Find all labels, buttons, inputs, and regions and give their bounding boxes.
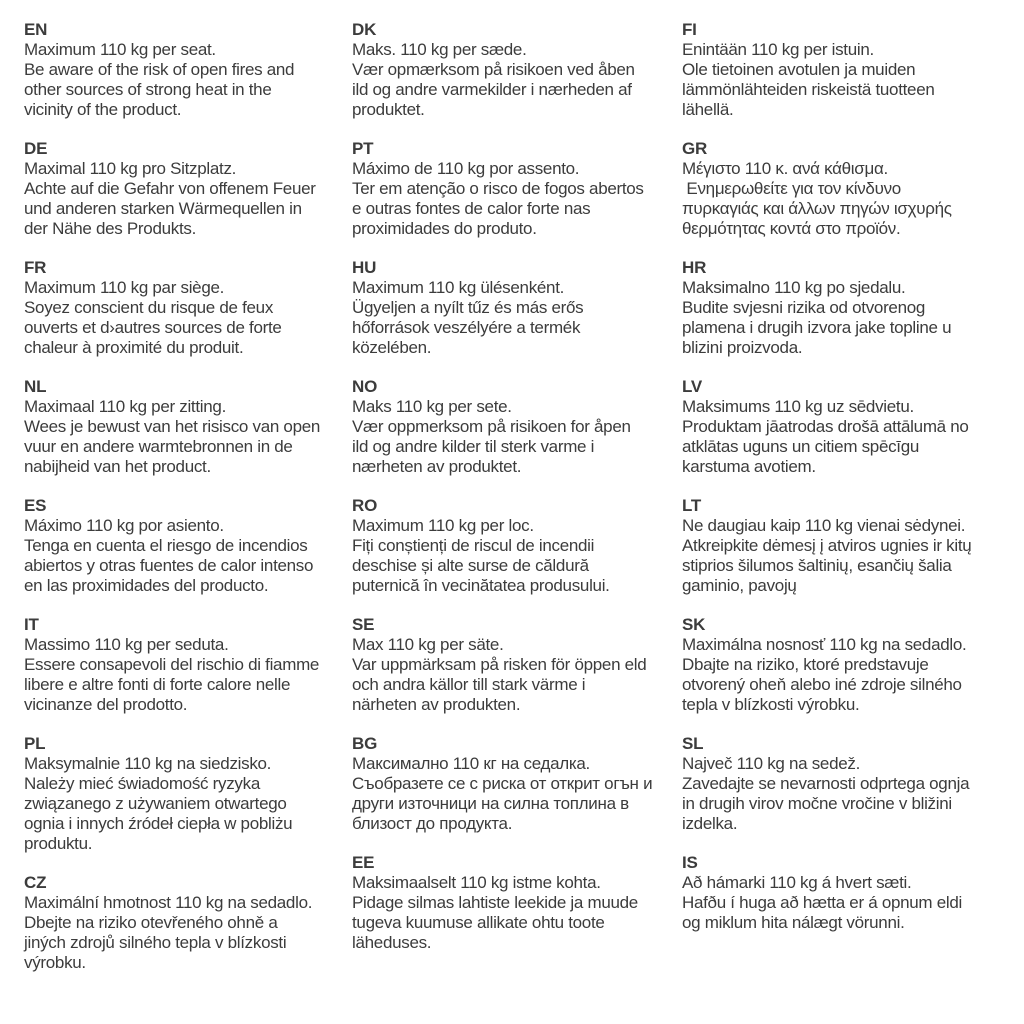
language-code-fi: FI [682,20,697,39]
lang-block-hu [352,258,682,358]
lang-block-se [352,615,682,715]
instruction-line: Fiți conștienți de riscul de incendii [352,536,595,555]
instruction-line: Budite svjesni rizika od otvorenog [682,298,926,317]
instruction-line: Največ 110 kg na sedež. [682,754,861,773]
instruction-line: jiných zdrojů silného tepla v blízkosti [24,933,287,952]
instruction-line: Zavedajte se nevarnosti odprtega ognja [682,774,970,793]
instruction-line: Wees je bewust van het risisco van open [24,417,321,436]
instruction-line: Ügyeljen a nyílt tűz és más erős [352,298,584,317]
column-3 [682,20,1024,992]
instruction-line: związanego z używaniem otwartego [24,794,287,813]
language-code-no: NO [352,377,378,396]
instruction-line: atklātas uguns un citiem spēcīgu [682,437,920,456]
language-code-sl: SL [682,734,704,753]
instruction-line: ild og andre varmekilder i nærheden af [352,80,632,99]
instruction-line: Maximal 110 kg pro Sitzplatz. [24,159,237,178]
lang-block-pt [352,139,682,239]
language-code-fr: FR [24,258,47,277]
instruction-line: Atkreipkite dėmesį į atviros ugnies ir kitų [682,536,972,555]
instruction-line: Максимално 110 кг на седалка. [352,754,590,773]
instruction-line: Dbajte na riziko, ktoré predstavuje [682,655,929,674]
instruction-line: in drugih virov močne vročine v bližini [682,794,952,813]
language-code-sk: SK [682,615,706,634]
instruction-line: hőforrások veszélyére a termék [352,318,581,337]
instruction-line: vicinity of the product. [24,100,182,119]
language-code-bg: BG [352,734,378,753]
language-code-pl: PL [24,734,46,753]
instruction-line: karstuma avotiem. [682,457,816,476]
instruction-line: Achte auf die Gefahr von offenem Feuer [24,179,316,198]
instruction-line: deschise și alte surse de căldură [352,556,589,575]
language-code-it: IT [24,615,39,634]
instruction-line: närheten av produkten. [352,695,521,714]
instruction-line: близост до продукта. [352,814,513,833]
lang-block-ee [352,853,682,953]
instruction-line: ouverts et d›autres sources de forte [24,318,282,337]
instruction-line: Essere consapevoli del rischio di fiamme [24,655,320,674]
language-code-hr: HR [682,258,707,277]
language-code-hu: HU [352,258,377,277]
instruction-line: chaleur à proximité du produit. [24,338,244,357]
instruction-line: tugeva kuumuse allikate ohtu toote [352,913,605,932]
instruction-line: och andra källor till stark värme i [352,675,586,694]
language-code-pt: PT [352,139,374,158]
instruction-line: Be aware of the risk of open fires and [24,60,295,79]
instruction-line: Maksimaalselt 110 kg istme kohta. [352,873,601,892]
language-code-cz: CZ [24,873,47,892]
lang-block-nl [24,377,352,477]
instruction-line: Maximum 110 kg per loc. [352,516,534,535]
lang-block-fi [682,20,1024,120]
instruction-line: θερμότητας κοντά στο προϊόν. [682,219,901,238]
instruction-line: libere e altre fonti di forte calore nelle [24,675,291,694]
language-code-de: DE [24,139,48,158]
instruction-line: vuur en andere warmtebronnen in de [24,437,293,456]
instruction-line: Съобразете се с риска от открит огън и [352,774,653,793]
language-code-se: SE [352,615,375,634]
column-1 [24,20,352,992]
instruction-line: Maximum 110 kg par siège. [24,278,225,297]
instruction-line: Máximo 110 kg por asiento. [24,516,224,535]
instruction-line: ild og andre kilder til sterk varme i [352,437,595,456]
lang-block-fr [24,258,352,358]
instruction-line: vicinanze del prodotto. [24,695,188,714]
lang-block-en [24,20,352,120]
instruction-line: nærheten av produktet. [352,457,522,476]
instruction-line: Massimo 110 kg per seduta. [24,635,229,654]
instruction-line: Maximum 110 kg per seat. [24,40,216,59]
instruction-line: Vær oppmerksom på risikoen for åpen [352,417,631,436]
instruction-line: lähellä. [682,100,734,119]
instruction-line: Máximo de 110 kg por assento. [352,159,580,178]
instruction-line: ognia i innych źródeł ciepła w pobliżu [24,814,293,833]
instruction-line: Maksimalno 110 kg po sjedalu. [682,278,906,297]
instruction-line: produktet. [352,100,425,119]
instruction-line: Tenga en cuenta el riesgo de incendios [24,536,308,555]
language-code-ee: EE [352,853,375,872]
instruction-line: Soyez conscient du risque de feux [24,298,274,317]
instruction-line: nabijheid van het product. [24,457,211,476]
instruction-line: proximidades do produto. [352,219,537,238]
language-code-dk: DK [352,20,377,39]
lang-block-gr [682,139,1024,239]
instruction-line: výrobku. [24,953,86,972]
instruction-line: läheduses. [352,933,432,952]
instruction-line: Μέγιστο 110 κ. ανά κάθισμα. [682,159,888,178]
language-code-nl: NL [24,377,47,396]
instruction-line: Ne daugiau kaip 110 kg vienai sėdynei. [682,516,966,535]
lang-block-pl [24,734,352,854]
language-code-gr: GR [682,139,708,158]
lang-block-bg [352,734,682,834]
language-code-lt: LT [682,496,702,515]
instruction-line: Maximaal 110 kg per zitting. [24,397,226,416]
instruction-line: Maks. 110 kg per sæde. [352,40,527,59]
instruction-line: abiertos y otras fuentes de calor intenso [24,556,314,575]
instruction-line: Maximum 110 kg ülésenként. [352,278,565,297]
instruction-line: πυρκαγιάς και άλλων πηγών ισχυρής [682,199,952,218]
lang-block-hr [682,258,1024,358]
instruction-line: Ter em atenção o risco de fogos abertos [352,179,644,198]
instruction-line: Enintään 110 kg per istuin. [682,40,874,59]
instruction-line: e outras fontes de calor forte nas [352,199,591,218]
instruction-line: puternică în vecinătatea produsului. [352,576,610,595]
language-code-lv: LV [682,377,703,396]
lang-block-is [682,853,1024,933]
instruction-line: stiprios šilumos šaltinių, esančių šalia [682,556,952,575]
instruction-line: Maximálna nosnosť 110 kg na sedadlo. [682,635,967,654]
instruction-line: Maksymalnie 110 kg na siedzisko. [24,754,272,773]
instruction-line: blizini proizvoda. [682,338,803,357]
lang-block-no [352,377,682,477]
instruction-line: други източници на силна топлина в [352,794,629,813]
instruction-line: Maximální hmotnost 110 kg na sedadlo. [24,893,313,912]
instruction-line: Maks 110 kg per sete. [352,397,512,416]
instruction-line: Ole tietoinen avotulen ja muiden [682,60,916,79]
instruction-line: Hafðu í huga að hætta er á opnum eldi [682,893,962,912]
lang-block-lt [682,496,1024,596]
lang-block-sk [682,615,1024,715]
instruction-line: other sources of strong heat in the [24,80,272,99]
instruction-line: Max 110 kg per säte. [352,635,504,654]
instruction-line: lämmönlähteiden riskeistä tuotteen [682,80,935,99]
lang-block-ro [352,496,682,596]
lang-block-lv [682,377,1024,477]
instruction-line: Maksimums 110 kg uz sēdvietu. [682,397,914,416]
lang-block-de [24,139,352,239]
instruction-line: der Nähe des Produkts. [24,219,196,238]
instruction-line: plamena i drugih izvora jake topline u [682,318,952,337]
language-code-es: ES [24,496,47,515]
language-code-ro: RO [352,496,378,515]
lang-block-it [24,615,352,715]
instruction-line: Að hámarki 110 kg á hvert sæti. [682,873,912,892]
instruction-line: und anderen starken Wärmequellen in [24,199,302,218]
instruction-line: izdelka. [682,814,738,833]
instruction-line: otvorený oheň alebo iné zdroje silného [682,675,962,694]
instruction-line: Dbejte na riziko otevřeného ohně a [24,913,278,932]
lang-block-sl [682,734,1024,834]
language-code-en: EN [24,20,48,39]
instruction-line: Ενημερωθείτε για τον κίνδυνο [682,179,901,198]
instruction-line: Produktam jāatrodas drošā attālumā no [682,417,969,436]
instruction-line: og miklum hita nálægt vörunni. [682,913,905,932]
instruction-line: tepla v blízkosti výrobku. [682,695,860,714]
column-2 [352,20,682,992]
language-code-is: IS [682,853,698,872]
instruction-line: közelében. [352,338,432,357]
lang-block-dk [352,20,682,120]
instruction-line: Var uppmärksam på risken för öppen eld [352,655,647,674]
lang-block-es [24,496,352,596]
instruction-line: Pidage silmas lahtiste leekide ja muude [352,893,638,912]
instruction-line: produktu. [24,834,93,853]
instruction-line: gaminio, pavojų [682,576,797,595]
instruction-line: Vær opmærksom på risikoen ved åben [352,60,635,79]
instruction-line: en las proximidades del producto. [24,576,269,595]
instruction-line: Należy mieć świadomość ryzyka [24,774,260,793]
lang-block-cz [24,873,352,973]
